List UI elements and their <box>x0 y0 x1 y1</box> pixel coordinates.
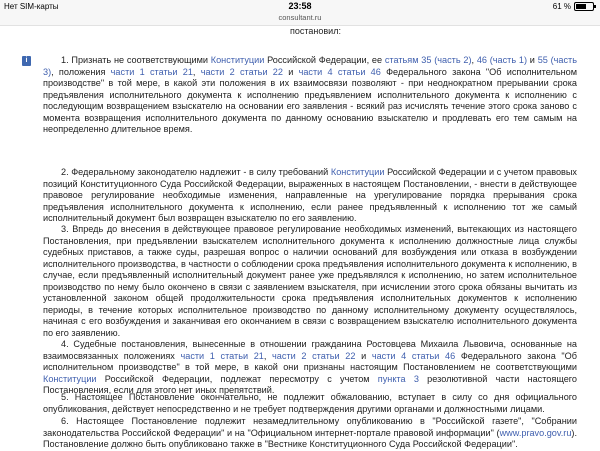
link-article-35[interactable]: статьям 35 (часть 2) <box>384 55 472 65</box>
link-article-46[interactable]: 46 (часть 1) <box>476 55 528 65</box>
url-text[interactable]: consultant.ru <box>278 13 322 22</box>
paragraph-5: 5. Настоящее Постановление окончательно, не подлежит обжалованию, вступает в силу со дня официального опубликования, действует непосредственно и не требует подтверждения другими органами и должностными лицами. <box>43 392 577 414</box>
link-part2-art22[interactable]: части 2 статьи 22 <box>272 350 356 361</box>
link-constitution[interactable]: Конституции <box>210 55 265 65</box>
link-part2-art22[interactable]: части 2 статьи 22 <box>200 66 283 77</box>
battery-percent: 61 % <box>552 2 571 11</box>
link-part1-art21[interactable]: части 1 статьи 21 <box>180 350 264 361</box>
link-part1-art21[interactable]: части 1 статьи 21 <box>110 66 193 77</box>
decree-heading: постановил: <box>290 26 341 36</box>
battery-indicator <box>553 2 594 11</box>
paragraph-1: 1. Признать не соответствующими Конституции Российской Федерации, ее статьям 35 (часть 2), 46 (часть 1) и 55 (часть 3), положения части 1 статьи 21, части 2 статьи 22 и части 4 статьи 46 Федерального закона "Об исполнительном производстве" в той мере, в какой эти положения в их взаимосвязи позволяют - при неоднократном прерывании срока предъявления исполнительного документа к исполнению предъявлением исполнительного документа к исполнению с последующим возвращением взыскателю на основании его заявления - всякий раз исчислять течение этого срока заново с момента возвращения исполнительного документа по данному основанию взыскателю и продлевать его тем самым на неопределенно длительное время. <box>43 55 578 134</box>
status-bar <box>0 0 600 14</box>
info-icon[interactable]: i <box>22 56 31 66</box>
battery-fill <box>576 4 586 9</box>
link-constitution[interactable]: Конституции <box>330 167 385 177</box>
link-pravo-gov[interactable]: www.pravo.gov.ru <box>499 427 572 438</box>
address-bar[interactable] <box>0 13 600 26</box>
link-part4-art46[interactable]: части 4 статьи 46 <box>371 350 456 361</box>
carrier-label: Нет SIM-карты <box>4 2 59 11</box>
link-part4-art46[interactable]: части 4 статьи 46 <box>298 66 381 77</box>
paragraph-6: 6. Настоящее Постановление подлежит незамедлительному опубликованию в "Российской газете", "Собрании законодательства Российской Федерации" и на "Официальном интернет-портале правовой информации" (www.pravo.gov.ru). Постановление должно быть опубликовано также в "Вестнике Конституционного Суда Российской Федерации". <box>43 416 577 449</box>
link-article-55[interactable]: 55 (часть 3) <box>43 55 577 77</box>
paragraph-4: 4. Судебные постановления, вынесенные в отношении гражданина Ростовцева Михаила Львовича, основанные на взаимосвязанных положениях части 1 статьи 21, части 2 статьи 22 и части 4 статьи 46 Федерального закона "Об исполнительном производстве" в той мере, в какой они признаны настоящим Постановлением не соответствующими Конституции Российской Федерации, подлежат пересмотру с учетом пункта 3 резолютивной части настоящего Постановления, если для этого нет иных препятствий. <box>43 339 578 395</box>
link-point-3[interactable]: пункта 3 <box>377 373 419 384</box>
battery-icon <box>574 2 594 11</box>
link-constitution[interactable]: Конституции <box>43 373 97 384</box>
paragraph-2: 2. Федеральному законодателю надлежит - в силу требований Конституции Российской Федерации и с учетом правовых позиций Конституционного Суда Российской Федерации, выраженных в настоящем Постановлении, - внести в действующее правовое регулирование необходимые изменения, направленные на урегулирование порядка прерывания срока предъявления исполнительного документа к исполнению, если ранее предъявленный к исполнению тот же самый исполнительный документ был возвращен взыскателю по его заявлению. <box>43 167 577 223</box>
clock: 23:58 <box>288 1 312 11</box>
paragraph-3: 3. Впредь до внесения в действующее правовое регулирование необходимых изменений, вытекающих из настоящего Постановления, при предъявлении взыскателем исполнительного документа к исполнению должностные лица службы судебных приставов, а также суды, разрешая вопрос о наличии оснований для возбуждения или отказа в возбуждении исполнительного производства, в частности о соблюдении срока предъявления исполнительного документа к исполнению, в случае, если предъявленный исполнительный документ ранее уже предъявлялся к исполнению, но затем исполнительное производство по нему было окончено в связи с заявлением взыскателя, при исчислении этого срока обязаны вычитать из установленной законом общей продолжительности срока предъявления исполнительных документов к исполнению периоды, в течение которых исполнительное производство по данному исполнительному документу осуществлялось, начиная с его возбуждения и заканчивая его окончанием в связи с возвращением взыскателю исполнительного документа по его заявлению. <box>43 224 577 338</box>
